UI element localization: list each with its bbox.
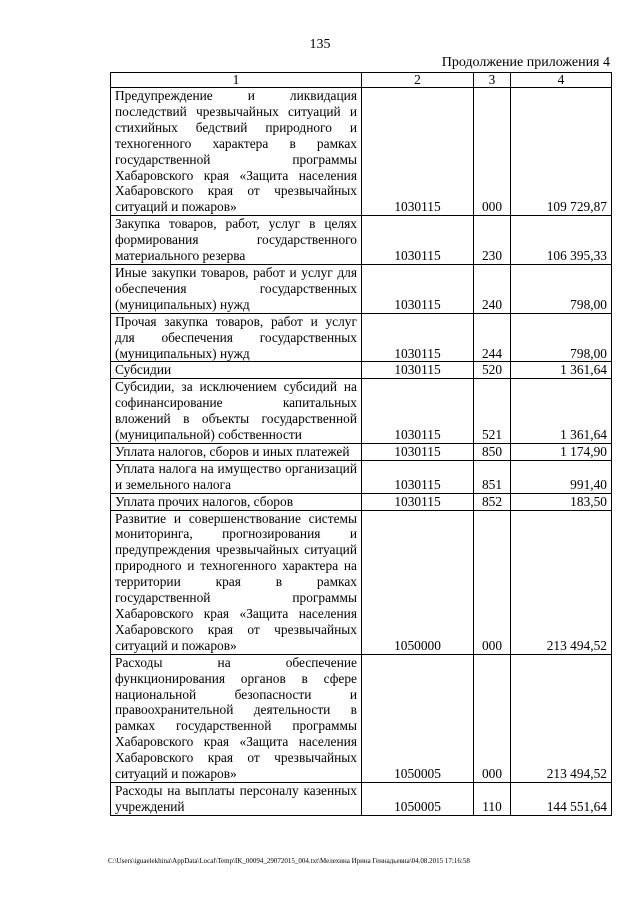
row-code-cell: 1030115 xyxy=(362,362,474,379)
row-type-cell: 110 xyxy=(474,782,511,815)
row-type-cell: 852 xyxy=(474,493,511,510)
column-header: 2 xyxy=(362,73,474,88)
row-amount-cell: 144 551,64 xyxy=(511,782,612,815)
row-name-cell: Закупка товаров, работ, услуг в целях формирования государственного материального резерва xyxy=(111,216,362,265)
row-name-cell: Уплата прочих налогов, сборов xyxy=(111,493,362,510)
row-amount-cell: 798,00 xyxy=(511,264,612,313)
table-row xyxy=(111,313,612,362)
table-row xyxy=(111,443,612,460)
row-type-cell: 850 xyxy=(474,443,511,460)
row-name-cell: Предупреждение и ликвидация последствий чрезвычайных ситуаций и стихийных бедствий природного и техногенного характера в рамках государственной программы Хабаровского края «Защита населения Хабаровского края от чрезвычайных ситуаций и пожаров» xyxy=(111,88,362,216)
column-header: 3 xyxy=(474,73,511,88)
table-header-row xyxy=(111,73,612,88)
row-code-cell: 1030115 xyxy=(362,88,474,216)
row-amount-cell: 798,00 xyxy=(511,313,612,362)
table-row xyxy=(111,510,612,654)
column-header: 1 xyxy=(111,73,362,88)
row-name-cell: Иные закупки товаров, работ и услуг для обеспечения государственных (муниципальных) нужд xyxy=(111,264,362,313)
budget-table xyxy=(110,72,612,816)
row-amount-cell: 213 494,52 xyxy=(511,510,612,654)
row-name-cell: Расходы на выплаты персоналу казенных учреждений xyxy=(111,782,362,815)
row-amount-cell: 1 361,64 xyxy=(511,362,612,379)
table-row xyxy=(111,216,612,265)
row-type-cell: 851 xyxy=(474,460,511,493)
row-code-cell: 1030115 xyxy=(362,313,474,362)
table-row xyxy=(111,654,612,782)
table-row xyxy=(111,379,612,444)
row-code-cell: 1030115 xyxy=(362,493,474,510)
row-type-cell: 000 xyxy=(474,654,511,782)
row-type-cell: 244 xyxy=(474,313,511,362)
row-code-cell: 1050005 xyxy=(362,654,474,782)
continuation-label: Продолжение приложения 4 xyxy=(441,55,610,70)
table-row xyxy=(111,88,612,216)
row-name-cell: Прочая закупка товаров, работ и услуг для обеспечения государственных (муниципальных) нужд xyxy=(111,313,362,362)
row-amount-cell: 183,50 xyxy=(511,493,612,510)
row-name-cell: Уплата налога на имущество организаций и земельного налога xyxy=(111,460,362,493)
table-row xyxy=(111,460,612,493)
table-row xyxy=(111,782,612,815)
row-name-cell: Уплата налогов, сборов и иных платежей xyxy=(111,443,362,460)
row-code-cell: 1030115 xyxy=(362,216,474,265)
row-code-cell: 1030115 xyxy=(362,443,474,460)
row-type-cell: 520 xyxy=(474,362,511,379)
page-number: 135 xyxy=(309,37,331,52)
row-type-cell: 230 xyxy=(474,216,511,265)
row-code-cell: 1030115 xyxy=(362,379,474,444)
row-amount-cell: 213 494,52 xyxy=(511,654,612,782)
row-type-cell: 240 xyxy=(474,264,511,313)
row-amount-cell: 109 729,87 xyxy=(511,88,612,216)
row-amount-cell: 1 174,90 xyxy=(511,443,612,460)
row-amount-cell: 106 395,33 xyxy=(511,216,612,265)
row-name-cell: Субсидии, за исключением субсидий на софинансирование капитальных вложений в объекты государственной (муниципальной) собственности xyxy=(111,379,362,444)
row-amount-cell: 1 361,64 xyxy=(511,379,612,444)
row-code-cell: 1050000 xyxy=(362,510,474,654)
table-row xyxy=(111,264,612,313)
row-name-cell: Субсидии xyxy=(111,362,362,379)
row-name-cell: Развитие и совершенствование системы мониторинга, прогнозирования и предупреждения чрезвычайных ситуаций природного и техногенного характера на территории края в рамках государственной программы Хабаровского края «Защита населения Хабаровского края от чрезвычайных ситуаций и пожаров» xyxy=(111,510,362,654)
row-name-cell: Расходы на обеспечение функционирования органов в сфере национальной безопасности и правоохранительной деятельности в рамках государственной программы Хабаровского края «Защита населения Хабаровского края от чрезвычайных ситуаций и пожаров» xyxy=(111,654,362,782)
row-type-cell: 000 xyxy=(474,88,511,216)
file-path-footer: C:\Users\iguaelekhina\AppData\Local\Temp\IK_00094_29072015_004.txt\Мелехина Ирина Геннадьевна\04.08.2015 17:16:58 xyxy=(108,857,470,865)
table-row xyxy=(111,493,612,510)
row-amount-cell: 991,40 xyxy=(511,460,612,493)
row-type-cell: 000 xyxy=(474,510,511,654)
row-type-cell: 521 xyxy=(474,379,511,444)
row-code-cell: 1030115 xyxy=(362,460,474,493)
row-code-cell: 1030115 xyxy=(362,264,474,313)
column-header: 4 xyxy=(511,73,612,88)
table-row xyxy=(111,362,612,379)
row-code-cell: 1050005 xyxy=(362,782,474,815)
